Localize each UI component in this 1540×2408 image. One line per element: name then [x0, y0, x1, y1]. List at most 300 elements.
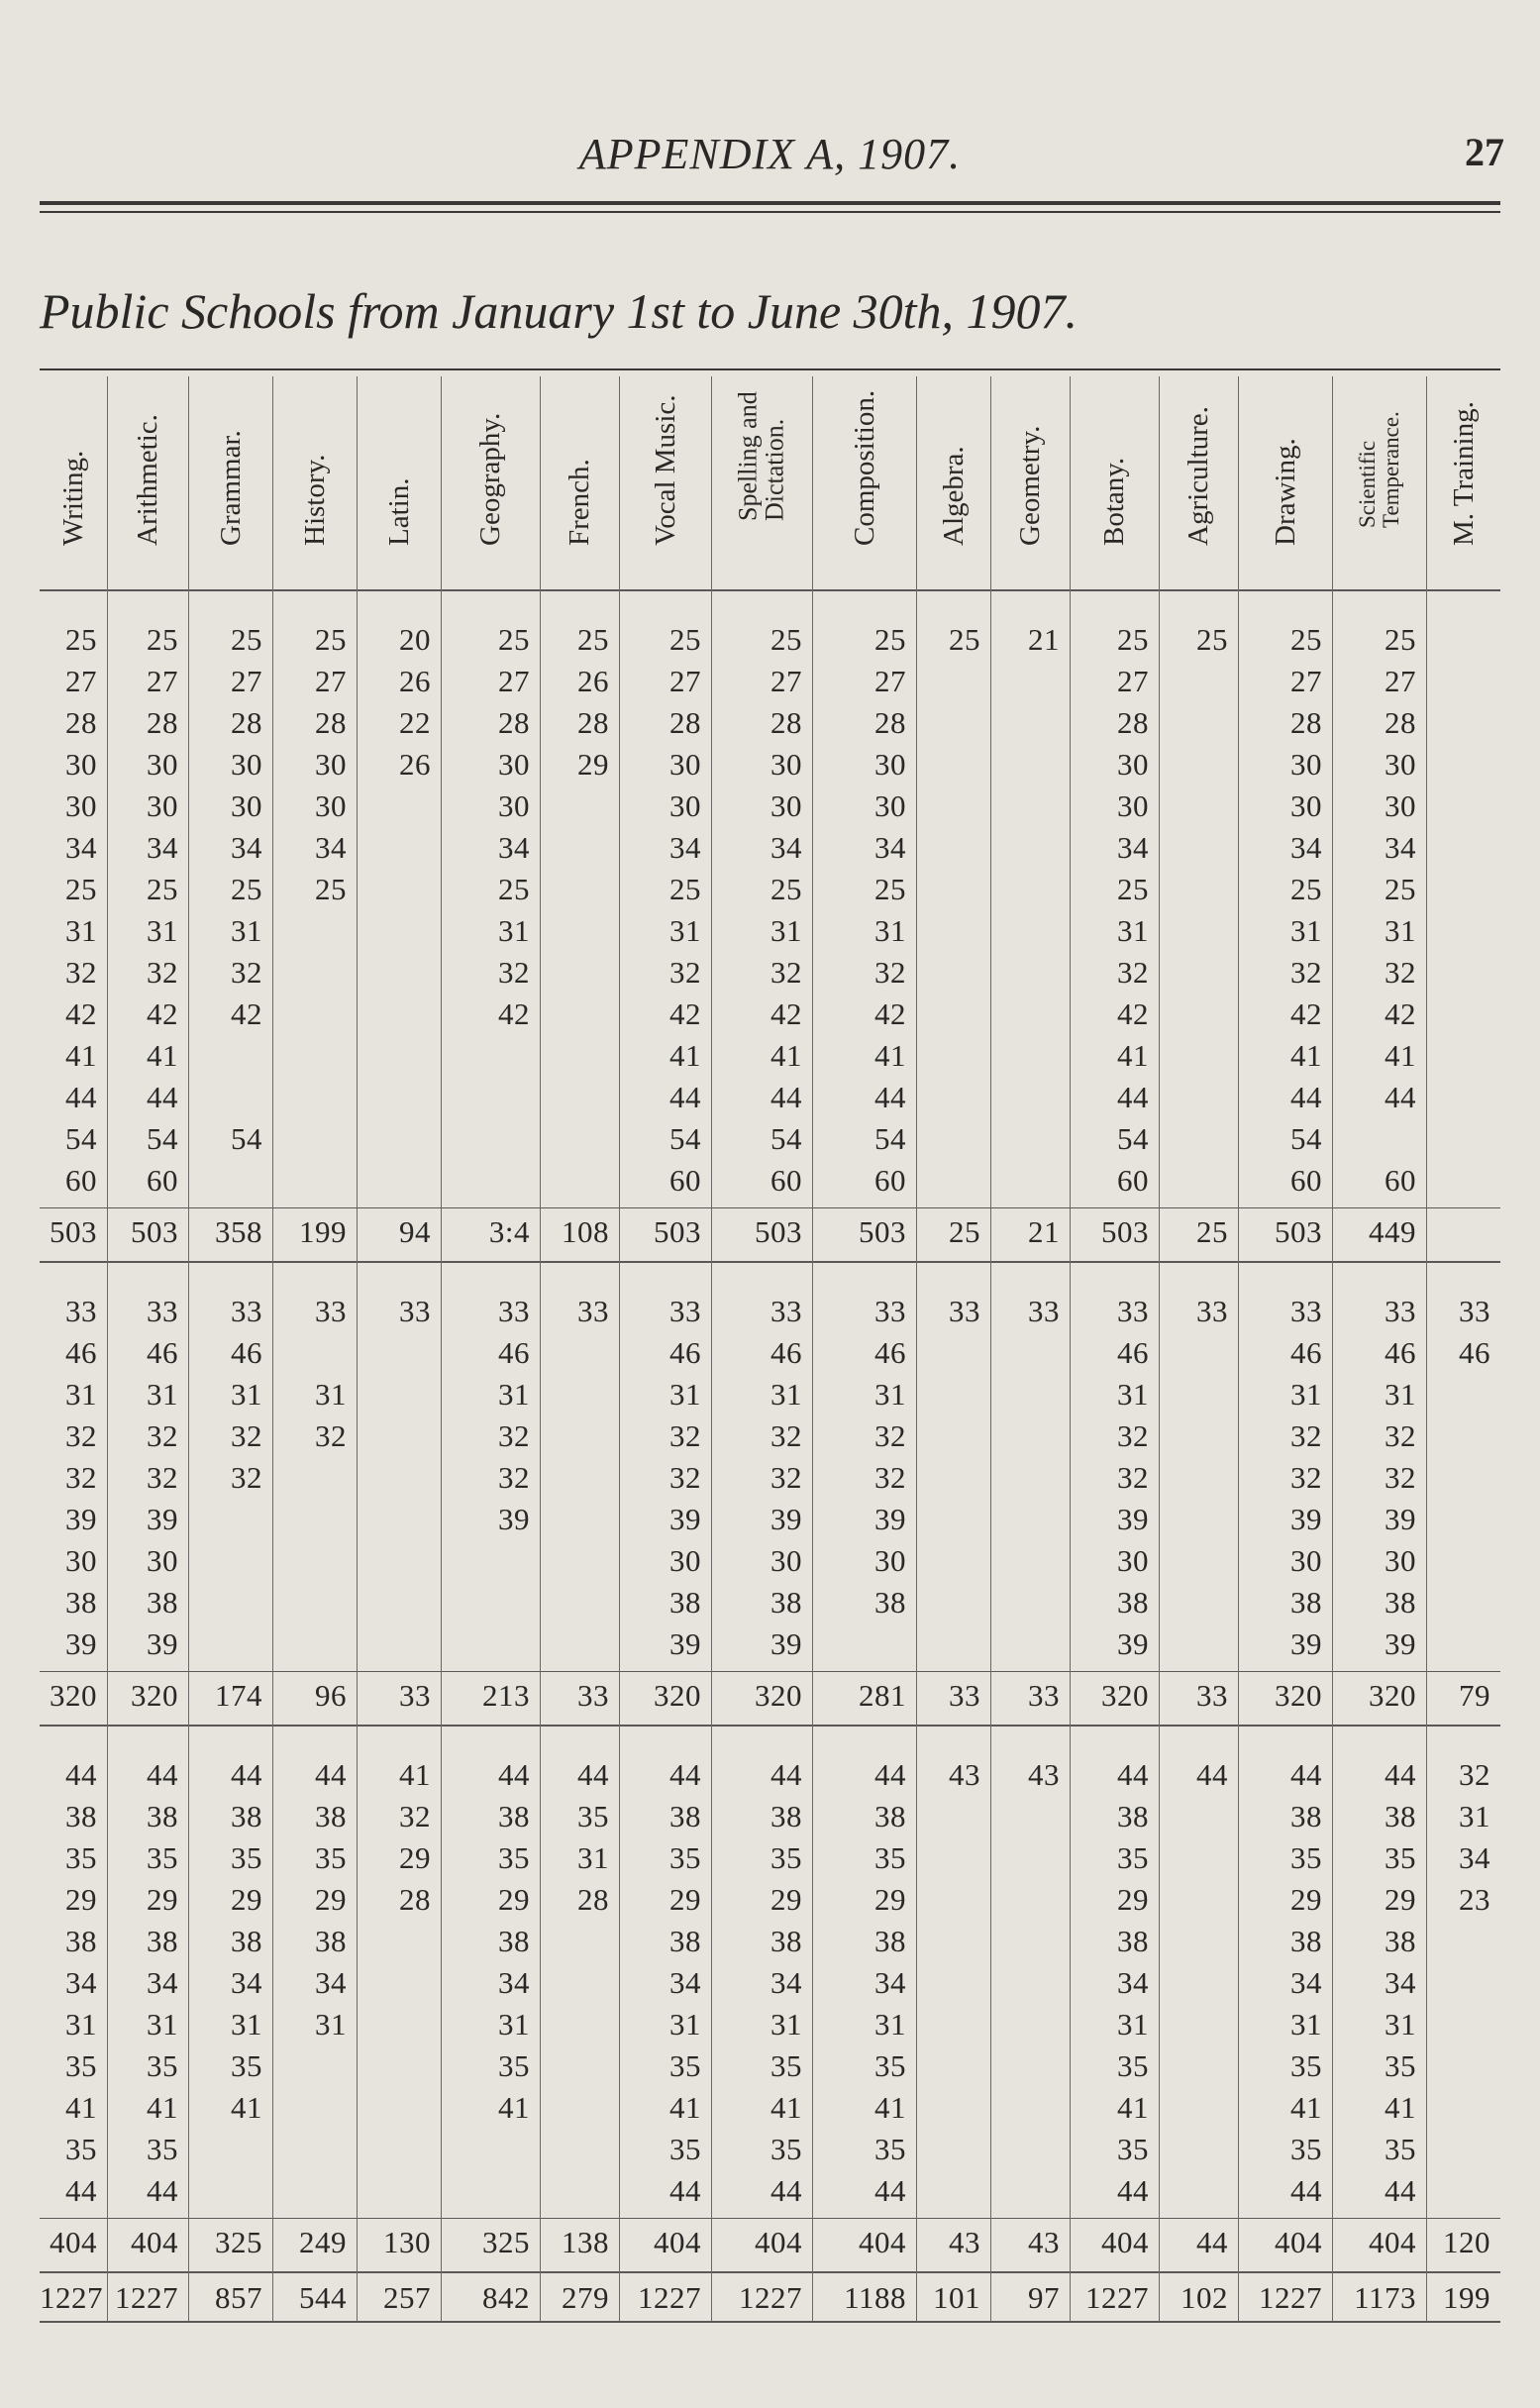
grand-total-cell: 257 — [383, 2280, 431, 2315]
table-cell — [916, 1077, 990, 1118]
table-cell — [272, 2129, 357, 2170]
column-divider — [990, 1261, 991, 1725]
table-cell: 34 — [65, 830, 97, 865]
table-cell — [188, 1077, 272, 1118]
table-cell — [1426, 1921, 1500, 1962]
column-header-composition — [812, 376, 916, 589]
table-cell — [916, 994, 990, 1035]
section-total-cell: 404 — [50, 2225, 97, 2259]
header-rule — [40, 589, 1500, 591]
section-total-cell: 96 — [315, 1678, 347, 1713]
table-cell: 25 — [147, 872, 178, 906]
table-cell: 60 — [1290, 1163, 1322, 1198]
table-cell: 31 — [770, 913, 802, 948]
table-cell: 44 — [231, 1757, 262, 1792]
table-cell: 60 — [669, 1163, 701, 1198]
table-cell — [272, 1540, 357, 1582]
table-cell: 44 — [770, 1757, 802, 1792]
section-total-cell: 404 — [1275, 2225, 1322, 2259]
column-header-label: Composition. — [848, 389, 880, 546]
table-cell: 34 — [770, 1965, 802, 2000]
table-cell — [272, 1035, 357, 1077]
table-cell: 32 — [1459, 1757, 1490, 1792]
table-cell: 33 — [498, 1294, 530, 1328]
table-cell: 31 — [498, 913, 530, 948]
section-total-cell: 503 — [1101, 1214, 1149, 1249]
table-cell: 31 — [1385, 1377, 1416, 1412]
table-cell: 39 — [65, 1502, 97, 1536]
table-cell: 25 — [1117, 622, 1149, 657]
table-cell: 41 — [231, 2090, 262, 2125]
table-cell: 46 — [874, 1335, 906, 1370]
running-head — [0, 119, 1540, 188]
table-cell: 34 — [315, 830, 347, 865]
section-total-cell: 503 — [1275, 1214, 1322, 1249]
table-cell: 25 — [315, 622, 347, 657]
header-divider — [188, 376, 189, 589]
table-cell — [990, 744, 1070, 785]
section-total-cell: 79 — [1459, 1678, 1490, 1713]
table-cell: 41 — [1385, 2090, 1416, 2125]
table-cell — [540, 1457, 619, 1499]
column-divider — [441, 589, 442, 1261]
table-cell — [990, 1582, 1070, 1623]
table-cell: 31 — [669, 2007, 701, 2042]
section-total-cell: 320 — [1101, 1678, 1149, 1713]
table-cell: 25 — [1117, 872, 1149, 906]
table-cell: 32 — [399, 1799, 431, 1833]
table-cell — [1426, 869, 1500, 910]
table-cell: 44 — [669, 1757, 701, 1792]
table-cell: 42 — [1385, 996, 1416, 1031]
table-cell: 33 — [147, 1294, 178, 1328]
table-cell — [990, 1540, 1070, 1582]
section-total-cell: 33 — [399, 1678, 431, 1713]
column-divider — [619, 589, 620, 1261]
table-cell — [916, 1837, 990, 1879]
section-total-cell: 320 — [131, 1678, 178, 1713]
column-divider — [711, 1725, 712, 2271]
grand-total-cell: 1227 — [115, 2280, 178, 2315]
table-cell: 32 — [147, 1418, 178, 1453]
table-cell — [540, 2129, 619, 2170]
column-divider — [357, 1725, 358, 2271]
column-header-geometry — [990, 376, 1070, 589]
table-cell: 38 — [498, 1924, 530, 1958]
table-cell: 44 — [147, 1080, 178, 1114]
table-cell — [188, 1540, 272, 1582]
table-cell: 39 — [1290, 1502, 1322, 1536]
grand-total-cell: 199 — [1443, 2280, 1490, 2315]
table-cell: 60 — [65, 1163, 97, 1198]
table-cell: 39 — [147, 1502, 178, 1536]
section-total-cell: 108 — [562, 1214, 609, 1249]
table-cell: 35 — [1385, 2132, 1416, 2166]
table-cell: 21 — [1028, 622, 1060, 657]
table-cell: 34 — [147, 830, 178, 865]
table-cell — [916, 1160, 990, 1202]
table-cell: 35 — [770, 2132, 802, 2166]
column-divider — [619, 1725, 620, 2271]
table-cell: 60 — [874, 1163, 906, 1198]
table-cell: 35 — [874, 2048, 906, 2083]
table-cell: 43 — [949, 1757, 980, 1792]
table-cell: 28 — [399, 1882, 431, 1917]
table-cell — [272, 994, 357, 1035]
table-cell: 31 — [315, 2007, 347, 2042]
table-cell: 35 — [874, 2132, 906, 2166]
table-cell: 30 — [1117, 747, 1149, 782]
table-cell: 31 — [1385, 2007, 1416, 2042]
column-divider — [1426, 589, 1427, 1261]
column-header-label: Grammar. — [214, 429, 247, 546]
column-divider — [1070, 1725, 1071, 2271]
grand-total-cell: 842 — [482, 2280, 530, 2315]
table-cell — [1426, 1499, 1500, 1540]
table-cell: 44 — [65, 1080, 97, 1114]
table-cell — [1159, 1332, 1238, 1374]
table-cell: 35 — [669, 1840, 701, 1875]
table-cell — [272, 1457, 357, 1499]
table-cell — [540, 2087, 619, 2129]
table-cell — [540, 910, 619, 952]
table-cell: 44 — [1290, 2173, 1322, 2208]
table-cell: 31 — [770, 2007, 802, 2042]
column-header-m-training — [1426, 376, 1500, 589]
table-cell: 30 — [231, 788, 262, 823]
section-total-cell: 281 — [859, 1678, 906, 1713]
table-cell — [1426, 827, 1500, 869]
table-cell — [188, 2129, 272, 2170]
column-header-arithmetic — [107, 376, 188, 589]
table-cell: 42 — [147, 996, 178, 1031]
table-cell: 54 — [147, 1121, 178, 1156]
table-cell: 38 — [147, 1585, 178, 1620]
column-divider — [916, 589, 917, 1261]
table-cell — [990, 1623, 1070, 1665]
table-cell: 54 — [770, 1121, 802, 1156]
table-cell: 31 — [65, 913, 97, 948]
table-cell — [1426, 1457, 1500, 1499]
table-cell: 25 — [498, 872, 530, 906]
table-cell — [1426, 1077, 1500, 1118]
table-cell — [540, 1623, 619, 1665]
table-cell — [272, 1499, 357, 1540]
table-cell: 34 — [231, 1965, 262, 2000]
table-cell: 44 — [1385, 1757, 1416, 1792]
table-cell: 28 — [669, 705, 701, 740]
table-cell: 35 — [147, 2132, 178, 2166]
table-cell — [990, 1077, 1070, 1118]
table-cell — [990, 1879, 1070, 1921]
column-divider — [619, 1261, 620, 1725]
table-cell — [357, 1160, 441, 1202]
table-cell: 29 — [65, 1882, 97, 1917]
table-cell — [1159, 910, 1238, 952]
column-header-label: Botany. — [1097, 457, 1130, 546]
section-total-cell: 503 — [50, 1214, 97, 1249]
table-cell: 34 — [498, 830, 530, 865]
column-divider — [812, 1725, 813, 2271]
table-cell — [916, 869, 990, 910]
section-total-cell: 43 — [949, 2225, 980, 2259]
section-total-cell: 358 — [215, 1214, 262, 1249]
table-cell: 32 — [874, 1460, 906, 1495]
table-cell: 33 — [399, 1294, 431, 1328]
table-cell: 25 — [770, 622, 802, 657]
table-cell — [916, 2170, 990, 2212]
table-cell: 41 — [1290, 1038, 1322, 1073]
table-cell: 38 — [1290, 1799, 1322, 1833]
column-header-algebra — [916, 376, 990, 589]
table-cell — [357, 2087, 441, 2129]
table-cell — [1159, 1077, 1238, 1118]
header-divider — [107, 376, 108, 589]
table-cell — [1159, 785, 1238, 827]
header-divider — [1159, 376, 1160, 589]
table-cell — [357, 1623, 441, 1665]
section-end-rule — [40, 1261, 1500, 1263]
table-cell — [188, 1499, 272, 1540]
column-divider — [1238, 1261, 1239, 1725]
table-cell: 27 — [498, 664, 530, 698]
section-total-cell: 404 — [1101, 2225, 1149, 2259]
table-cell: 44 — [669, 1080, 701, 1114]
section-total-cell: 249 — [299, 2225, 347, 2259]
section-total-cell: 3:4 — [488, 1214, 530, 1249]
table-cell: 35 — [770, 1840, 802, 1875]
table-cell — [357, 2004, 441, 2045]
table-cell: 41 — [874, 2090, 906, 2125]
table-cell: 28 — [1385, 705, 1416, 740]
table-cell: 39 — [1290, 1626, 1322, 1661]
table-cell: 46 — [669, 1335, 701, 1370]
section-total-cell: 320 — [654, 1678, 701, 1713]
table-cell — [990, 785, 1070, 827]
column-divider — [619, 2271, 620, 2321]
table-cell: 29 — [1117, 1882, 1149, 1917]
table-cell: 41 — [1290, 2090, 1322, 2125]
column-divider — [1159, 2271, 1160, 2321]
table-cell: 34 — [1459, 1840, 1490, 1875]
table-cell: 38 — [874, 1924, 906, 1958]
table-cell — [916, 702, 990, 744]
table-cell: 32 — [1117, 1418, 1149, 1453]
column-header-label: History. — [298, 454, 331, 546]
table-cell: 30 — [1117, 1543, 1149, 1578]
table-cell: 30 — [1290, 788, 1322, 823]
table-cell: 38 — [65, 1799, 97, 1833]
column-divider — [272, 1261, 273, 1725]
table-cell: 29 — [1385, 1882, 1416, 1917]
table-cell — [916, 1921, 990, 1962]
table-subtitle: Public Schools from January 1st to June 30th, 1907. — [40, 283, 1078, 339]
table-cell: 41 — [65, 2090, 97, 2125]
table-cell: 28 — [1290, 705, 1322, 740]
table-cell: 44 — [1196, 1757, 1228, 1792]
section-total-cell: 120 — [1443, 2225, 1490, 2259]
section-total-cell: 43 — [1028, 2225, 1060, 2259]
table-cell: 41 — [669, 1038, 701, 1073]
table-cell — [540, 1035, 619, 1077]
header-divider — [812, 376, 813, 589]
table-cell — [1159, 702, 1238, 744]
table-cell: 38 — [231, 1924, 262, 1958]
table-cell: 33 — [1459, 1294, 1490, 1328]
grand-total-cell: 544 — [299, 2280, 347, 2315]
table-cell — [1426, 2087, 1500, 2129]
column-header-label: Geometry. — [1013, 425, 1046, 546]
table-cell: 32 — [147, 1460, 178, 1495]
table-cell: 44 — [1290, 1757, 1322, 1792]
table-cell — [990, 1796, 1070, 1837]
table-cell: 25 — [669, 622, 701, 657]
table-cell — [990, 1962, 1070, 2004]
column-header-label: Spelling and Dictation. — [733, 391, 789, 522]
table-cell: 35 — [577, 1799, 609, 1833]
table-cell: 31 — [1117, 913, 1149, 948]
table-cell: 30 — [315, 788, 347, 823]
table-cell — [990, 2170, 1070, 2212]
table-cell — [1159, 1457, 1238, 1499]
table-cell: 31 — [231, 913, 262, 948]
table-cell: 27 — [770, 664, 802, 698]
table-cell: 38 — [669, 1799, 701, 1833]
table-cell: 44 — [147, 2173, 178, 2208]
table-cell: 54 — [1290, 1121, 1322, 1156]
table-cell: 42 — [1117, 996, 1149, 1031]
grand-total-cell: 1188 — [844, 2280, 906, 2315]
table-cell: 38 — [770, 1924, 802, 1958]
table-cell: 54 — [669, 1121, 701, 1156]
table-cell: 39 — [874, 1502, 906, 1536]
table-cell: 39 — [669, 1626, 701, 1661]
table-cell: 32 — [315, 1418, 347, 1453]
table-cell: 28 — [874, 705, 906, 740]
table-cell — [916, 910, 990, 952]
table-cell — [540, 869, 619, 910]
column-header-writing — [40, 376, 107, 589]
table-cell: 34 — [315, 1965, 347, 2000]
table-cell: 31 — [874, 2007, 906, 2042]
table-cell: 38 — [770, 1585, 802, 1620]
table-cell — [916, 2004, 990, 2045]
table-cell — [540, 1962, 619, 2004]
table-cell: 35 — [669, 2132, 701, 2166]
section-total-cell: 503 — [131, 1214, 178, 1249]
section-total-cell: 320 — [755, 1678, 802, 1713]
table-cell: 31 — [669, 913, 701, 948]
table-cell: 31 — [65, 2007, 97, 2042]
table-cell: 30 — [770, 788, 802, 823]
table-cell — [1426, 994, 1500, 1035]
table-cell — [357, 2170, 441, 2212]
section-subtotal-rule — [40, 2218, 1500, 2219]
table-cell — [990, 2087, 1070, 2129]
table-cell: 25 — [1385, 622, 1416, 657]
table-cell: 29 — [147, 1882, 178, 1917]
table-cell: 31 — [669, 1377, 701, 1412]
column-divider — [441, 1725, 442, 2271]
table-cell: 34 — [874, 830, 906, 865]
table-cell: 31 — [315, 1377, 347, 1412]
column-divider — [1159, 1261, 1160, 1725]
table-cell — [357, 910, 441, 952]
table-cell: 29 — [315, 1882, 347, 1917]
table-cell — [1426, 661, 1500, 702]
table-cell: 39 — [1385, 1626, 1416, 1661]
table-cell — [188, 2170, 272, 2212]
table-cell: 20 — [399, 622, 431, 657]
table-cell: 42 — [1290, 996, 1322, 1031]
column-divider — [990, 2271, 991, 2321]
table-cell: 25 — [1290, 622, 1322, 657]
table-cell — [1426, 1160, 1500, 1202]
table-cell: 27 — [65, 664, 97, 698]
table-cell — [357, 1457, 441, 1499]
column-divider — [1426, 1261, 1427, 1725]
column-header-label: Writing. — [56, 450, 89, 546]
table-cell: 31 — [1385, 913, 1416, 948]
header-divider — [441, 376, 442, 589]
section-end-rule — [40, 2271, 1500, 2273]
table-cell — [990, 1374, 1070, 1415]
table-cell: 38 — [231, 1799, 262, 1833]
table-cell: 25 — [498, 622, 530, 657]
table-cell: 30 — [231, 747, 262, 782]
table-cell: 25 — [874, 872, 906, 906]
table-cell — [357, 827, 441, 869]
table-cell: 44 — [577, 1757, 609, 1792]
table-cell: 41 — [1117, 2090, 1149, 2125]
table-cell: 35 — [231, 2048, 262, 2083]
table-cell: 34 — [1385, 1965, 1416, 2000]
column-divider — [540, 1725, 541, 2271]
table-cell — [990, 661, 1070, 702]
table-cell: 35 — [147, 1840, 178, 1875]
column-divider — [812, 589, 813, 1261]
table-cell — [357, 1921, 441, 1962]
table-cell: 46 — [1290, 1335, 1322, 1370]
table-cell — [1159, 1160, 1238, 1202]
column-header-label: Drawing. — [1269, 437, 1301, 546]
table-cell: 42 — [231, 996, 262, 1031]
table-cell: 31 — [498, 1377, 530, 1412]
column-header-botany — [1070, 376, 1159, 589]
table-cell — [916, 1332, 990, 1374]
table-cell: 39 — [770, 1502, 802, 1536]
table-cell — [540, 1374, 619, 1415]
table-cell: 38 — [669, 1924, 701, 1958]
column-header-geography — [441, 376, 540, 589]
column-divider — [711, 2271, 712, 2321]
header-divider — [1070, 376, 1071, 589]
header-divider — [272, 376, 273, 589]
table-cell — [540, 2045, 619, 2087]
table-cell: 38 — [315, 1924, 347, 1958]
table-cell: 26 — [399, 664, 431, 698]
column-divider — [1159, 589, 1160, 1261]
table-cell: 32 — [874, 955, 906, 990]
table-cell — [1159, 1796, 1238, 1837]
table-cell — [990, 994, 1070, 1035]
table-cell — [357, 1582, 441, 1623]
table-cell — [990, 1332, 1070, 1374]
table-cell — [357, 952, 441, 994]
table-cell: 30 — [1290, 1543, 1322, 1578]
table-cell — [1426, 2045, 1500, 2087]
column-header-label: M. Training. — [1447, 400, 1480, 546]
